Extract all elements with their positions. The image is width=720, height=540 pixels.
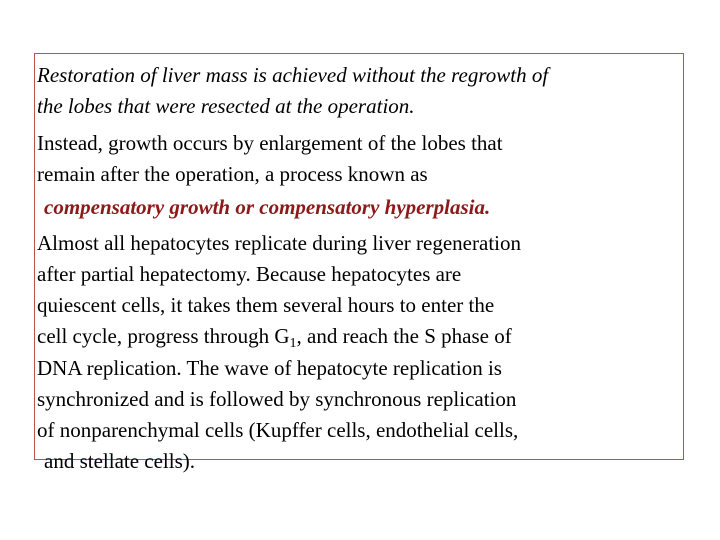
paragraph3-line4 — [37, 324, 512, 351]
paragraph3-line6: synchronized and is followed by synchronous replication — [37, 387, 517, 411]
emphasized-term: compensatory growth or compensatory hyperplasia. — [44, 195, 491, 219]
paragraph3-line8: and stellate cells). — [44, 449, 196, 473]
paragraph3-line2: after partial hepatectomy. Because hepatocytes are — [37, 262, 462, 286]
paragraph1-line2: the lobes that were resected at the operation. — [37, 94, 415, 118]
paragraph2-line2: remain after the operation, a process known as — [37, 162, 428, 186]
paragraph2-line1: Instead, growth occurs by enlargement of the lobes that — [37, 131, 503, 155]
paragraph1-line1: Restoration of liver mass is achieved without the regrowth of — [37, 63, 549, 87]
paragraph3-line7: of nonparenchymal cells (Kupffer cells, endothelial cells, — [37, 418, 519, 442]
paragraph3-line4-pre: cell cycle, progress through G — [37, 324, 290, 348]
paragraph3-line3: quiescent cells, it takes them several hours to enter the — [37, 293, 495, 317]
g1-subscript: 1 — [289, 336, 297, 351]
paragraph3-line4-post: , and reach the S phase of — [296, 324, 512, 348]
paragraph3-line1: Almost all hepatocytes replicate during liver regeneration — [37, 231, 521, 255]
paragraph3-line5: DNA replication. The wave of hepatocyte replication is — [37, 356, 502, 380]
